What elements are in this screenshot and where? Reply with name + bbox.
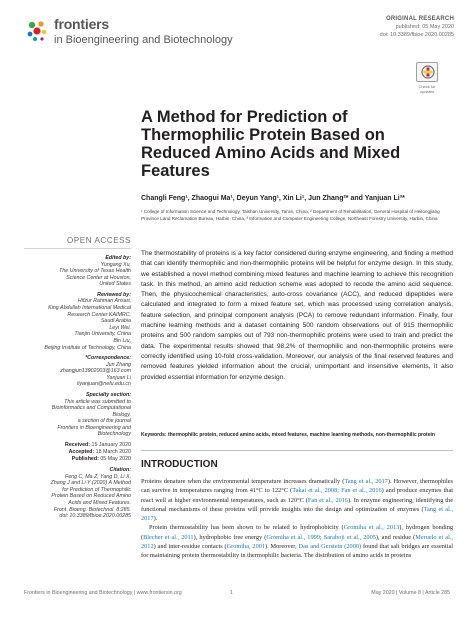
journal-header (0, 0, 474, 60)
intro-paragraph: Proteins denature when the environmental temperature increases dramatically (Tang et al., 2017). However, thermophiles can survive in temperatures ranging from 41°C to 122°C (Takai et al., 2008; Fan et al., 2016) and produce enzymes that react well at higher environmental temperatures, such as 120°C (Fan et al., 2016). In enzyme engineering, identifying the functional mechanisms of these proteins will provide insights into the design and optimization of enzymes (Tang et al., 2017). (141, 478, 453, 523)
specialty-line: Biotechnology (97, 431, 131, 438)
citation-link[interactable]: Blecher et al., 2011 (143, 533, 194, 541)
keywords (141, 432, 451, 439)
section-divider (141, 450, 453, 451)
reviewer-line: Bin Liu, (113, 337, 131, 344)
brand-wordmark: frontiers (54, 16, 109, 32)
intro-paragraph: Protein thermostability has been shown to be related to hydrophobicity (Gromiha et al., 2013), hydrogen bonding (Blecher et al., 2011), hydrophobic free energy (Gromiha et al., 1999; Saraboji et al., 2005), and residue (Meruelo et al., 2012) and inter-residue contacts (Gromiha, 2001). Moreover, Das and Gerstein (2000) found that salt bridges are essential for maintaining protein thermostability in thermophilic bacteria. The distribution of amino acids in proteins (141, 524, 453, 560)
editor-line: United States (99, 281, 131, 288)
citation-link[interactable]: Tang et al., 2017 (344, 478, 388, 485)
date-accepted: Accepted: 18 March 2020 (68, 449, 131, 456)
date-published: Published: 05 May 2020 (71, 456, 131, 463)
citation-link[interactable]: Fan et al., 2016 (307, 496, 349, 504)
affiliations: ¹ College of Information Science and Technology, Taishan University, Tai'an, China, ² Department of Rehabilitation, General Hospital of Heilongjiang Province Land Reclamation Bureau, Harbin, China, ³ Information and Computer Engineering College, Northeast Forestry University, Harbin, China (141, 209, 440, 221)
reviewer-line: Tianjin University, China (74, 331, 131, 338)
citation-label: Citation: (109, 467, 131, 474)
introduction-body (141, 477, 453, 561)
reviewer-line: Beijing Institute of Technology, China (44, 344, 131, 351)
reviewer-line: Research Center KAIMRC, (67, 311, 131, 318)
reviewer-line: King Abdullah International Medical (48, 304, 131, 311)
reviewer-line: Hifzur Rahman Ansari, (77, 298, 131, 305)
citation-doi[interactable]: doi: 10.3389/fbioe.2020.00285 (59, 513, 131, 520)
date-received: Received: 15 January 2020 (65, 442, 131, 449)
crossmark-badge[interactable] (416, 62, 438, 82)
citation-link[interactable]: Takai et al., 2008; Fan et al., 2016 (292, 487, 382, 495)
page-number: 1 (230, 590, 233, 596)
crossmark-label: Check for updates (418, 84, 436, 94)
reviewer-line: Saudi Arabia (100, 318, 131, 325)
citation-link[interactable]: Gromiha, 2001 (226, 543, 266, 551)
citation-line: Protein Based on Reduced Amino (51, 493, 131, 500)
specialty-line: This article was submitted to (64, 398, 131, 405)
specialty-line: Biology, (112, 411, 131, 418)
author-list[interactable]: Changli Feng¹, Zhaogui Ma¹, Deyun Yang¹, Xin Li¹, Jun Zhang²* and Yanjuan Li³* (141, 195, 405, 202)
article-meta (380, 15, 454, 39)
correspondence-label: *Correspondence: (85, 355, 131, 362)
published-date: published: 05 May 2020 (395, 24, 454, 30)
citation-link[interactable]: Meruelo et al., 2012 (141, 533, 453, 551)
keywords-label: Keywords: (141, 432, 167, 438)
footer-issue: May 2020 | Volume 8 | Article 285 (371, 590, 450, 596)
editor-line: Yungang Xu, (100, 261, 131, 268)
editor-line: The University of Texas Health (59, 268, 131, 275)
edited-by-label: Edited by: (105, 255, 131, 261)
citation-link[interactable]: Gromiha et al., 1999; Saraboji et al., 2005 (266, 533, 376, 541)
citation-link[interactable]: Tang et al., 2017 (141, 505, 453, 523)
keywords-list: thermophilic protein, reduced amino acids, mixed features, machine learning methods, non-thermophilic protein (167, 432, 435, 438)
correspondent-name: Yanjuan Li (106, 374, 131, 381)
introduction-heading: INTRODUCTION (141, 459, 218, 470)
citation-line: Feng C, Ma Z, Yang D, Li X, (64, 473, 131, 480)
citation-line: for Prediction of Thermophilic (62, 486, 131, 493)
correspondent-name: Jun Zhang (105, 361, 131, 368)
citation-line: Acids and Mixed Features. (68, 499, 131, 506)
specialty-section-label: Specialty section: (85, 392, 131, 398)
article-title: A Method for Prediction of Thermophilic Protein Based on Reduced Amino Acids and Mixed Features (141, 108, 401, 180)
citation-line: Front. Bioeng. Biotechnol. 8:285. (53, 506, 131, 513)
journal-name: in Bioengineering and Biotechnology (54, 34, 233, 46)
citation-link[interactable]: Gromiha et al., 2013 (343, 524, 400, 532)
open-access-label: OPEN ACCESS (24, 236, 131, 249)
doi-link[interactable]: doi: 10.3389/fbioe.2020.00285 (379, 32, 454, 38)
crossmark-icon (417, 63, 439, 83)
abstract: The thermostability of proteins is a key factor considered during enzyme engineering, and finding a method that can identify thermophilic and non-thermophilic proteins will be helpful for enzyme design. In this study, we established a novel method combining mixed features and machine learning to achieve this recognition task. In this method, an amino acid reduction scheme was adopted to recode the amino acid sequence. Then, the physicochemical characteristics, auto-cross covariance (ACC), and reduced dipeptides were calculated and integrated to form a mixed feature set, which was processed using correlation analysis, feature selection, and principal component analysis (PCA) to remove redundant information. Finally, four machine learning methods and a dataset containing 500 random observations out of 915 thermophilic proteins and 500 random samples out of 793 non-thermophilic proteins were used to train and predict the data. The experimental results showed that 98.2% of thermophilic and non-thermophilic proteins were correctly identified using 10-fold cross-validation. Moreover, our analysis of the final reserved features and removed features yielded information about the crucial, unimportant and insensitive elements, it also provided essential information for enzyme design. (141, 250, 453, 381)
citation-line: Zhang J and Li Y (2020) A Method (50, 480, 131, 487)
article-sidebar (24, 236, 131, 520)
specialty-line: a section of the journal (77, 418, 131, 425)
citation-link[interactable]: Das and Gerstein (2000) (298, 543, 362, 551)
reviewed-by-label: Reviewed by: (97, 291, 131, 298)
specialty-line: Bioinformatics and Computational (51, 405, 131, 412)
reviewer-line: Leyi Wei, (109, 324, 131, 331)
article-type: ORIGINAL RESEARCH (386, 16, 454, 22)
footer-journal[interactable]: Frontiers in Bioengineering and Biotechnology | www.frontiersin.org (24, 590, 182, 596)
correspondent-email[interactable]: liyanjuan@nefu.edu.cn (77, 381, 131, 388)
specialty-line: Frontiers in Bioengineering and (57, 424, 131, 431)
correspondent-email[interactable]: zhangjun13902003@163.com (60, 368, 131, 375)
frontiers-logo-icon (24, 18, 50, 44)
editor-line: Science Center at Houston, (66, 274, 131, 281)
